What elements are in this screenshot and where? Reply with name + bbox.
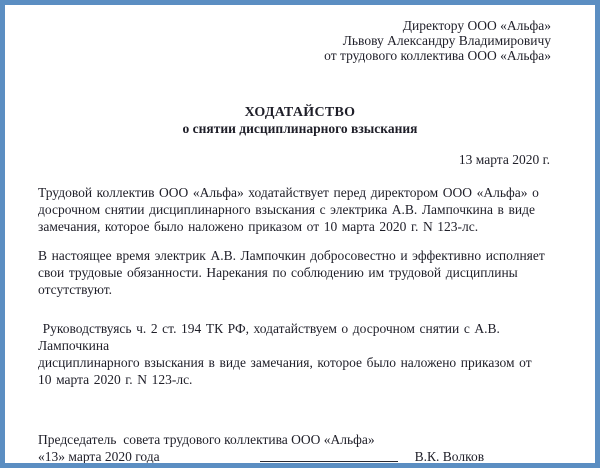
signature-date: «13» марта 2020 года (38, 449, 160, 464)
paragraph-1-line-2: досрочном снятии дисциплинарного взыскания с электрика А.В. Лампочкина в виде (38, 202, 535, 217)
signature-row (38, 448, 557, 465)
title-block (5, 105, 595, 137)
paragraph-3-line-1: Руководствуясь ч. 2 ст. 194 ТК РФ, ходатайствуем о досрочном снятии с А.В. Лампочкина (38, 321, 505, 353)
paragraph-1-line-3: замечания, которое было наложено приказом от 10 марта 2020 г. N 123-лс. (38, 219, 479, 234)
body-paragraph-2 (38, 247, 557, 298)
recipient-block (5, 18, 551, 63)
paragraph-2-line-2: свои трудовые обязанности. Нарекания по соблюдению им трудовой дисциплины (38, 265, 518, 280)
paragraph-2-line-1: В настоящее время электрик А.В. Лампочкин добросовестно и эффективно исполняет (38, 248, 545, 263)
recipient-line-2: Львову Александру Владимировичу (342, 33, 551, 48)
recipient-line-3: от трудового коллектива ООО «Альфа» (324, 48, 551, 63)
signatory-position: Председатель совета трудового коллектива ООО «Альфа» (38, 432, 375, 447)
signature-line (260, 460, 398, 462)
paragraph-3-line-2: дисциплинарного взыскания в виде замечания, которое было наложено приказом от (38, 355, 532, 370)
signature-block (38, 431, 557, 465)
paragraph-3-line-3: 10 марта 2020 г. N 123-лс. (38, 372, 193, 387)
body-paragraph-1 (38, 184, 557, 235)
paragraph-2-line-3: отсутствуют. (38, 282, 112, 297)
paragraph-1-line-1: Трудовой коллектив ООО «Альфа» ходатайствует перед директором ООО «Альфа» о (38, 185, 539, 200)
signature-name: В.К. Волков (414, 449, 485, 464)
document-subtitle: о снятии дисциплинарного взыскания (182, 121, 418, 136)
body-paragraph-3 (38, 320, 557, 388)
document-date: 13 марта 2020 г. (458, 152, 550, 167)
document-title: ХОДАТАЙСТВО (244, 105, 356, 120)
recipient-line-1: Директору ООО «Альфа» (402, 18, 551, 33)
